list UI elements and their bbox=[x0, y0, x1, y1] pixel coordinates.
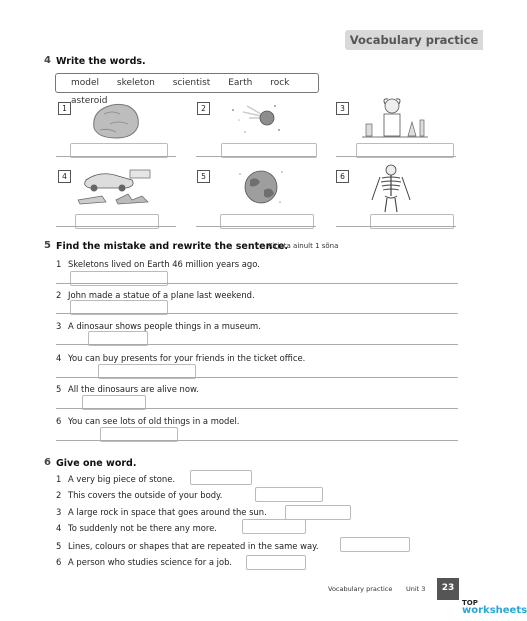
answer-line bbox=[56, 440, 458, 441]
sentence-item: 3 A dinosaur shows people things in a museum. bbox=[56, 321, 261, 331]
answer-line bbox=[56, 313, 458, 314]
exercise-5-title: Find the mistake and rewrite the sentence. bbox=[56, 241, 289, 252]
picture-number: 1 bbox=[58, 102, 71, 115]
asteroid-icon bbox=[225, 100, 285, 144]
model-icon bbox=[72, 166, 158, 214]
word-field-3[interactable] bbox=[285, 505, 351, 520]
word-bank-item: asteroid bbox=[71, 96, 108, 106]
word-field-4[interactable] bbox=[242, 519, 306, 534]
word-bank bbox=[55, 73, 319, 106]
divider bbox=[56, 226, 176, 227]
word-bank-item: scientist bbox=[172, 78, 211, 88]
definition-item: 2 This covers the outside of your body. bbox=[56, 490, 223, 500]
sentence-item: 6 You can see lots of old things in a model. bbox=[56, 416, 240, 426]
picture-number: 3 bbox=[336, 102, 349, 115]
exercise-6-title: Give one word. bbox=[56, 458, 137, 469]
divider bbox=[336, 156, 456, 157]
divider bbox=[196, 156, 316, 157]
scientist-icon bbox=[362, 96, 430, 146]
footer-section: Vocabulary practice bbox=[328, 585, 393, 593]
word-bank-item: model bbox=[71, 78, 100, 88]
word-field-1[interactable] bbox=[190, 470, 252, 485]
skeleton-icon bbox=[368, 164, 414, 218]
answer-line bbox=[56, 408, 458, 409]
earth-icon bbox=[236, 166, 286, 212]
footer-unit: Unit 3 bbox=[406, 585, 426, 593]
sentence-item: 4 You can buy presents for your friends in the ticket office. bbox=[56, 353, 306, 363]
exercise-4-number: 4 bbox=[44, 55, 51, 66]
word-field-6[interactable] bbox=[246, 555, 306, 570]
section-header: Vocabulary practice bbox=[345, 30, 483, 50]
picture-number: 6 bbox=[336, 170, 349, 183]
picture-number: 4 bbox=[58, 170, 71, 183]
exercise-6-number: 6 bbox=[44, 457, 51, 468]
word-field-2[interactable] bbox=[255, 487, 323, 502]
definition-item: 6 A person who studies science for a job. bbox=[56, 557, 233, 567]
answer-line bbox=[56, 283, 458, 284]
sentence-item: 1 Skeletons lived on Earth 46 million years ago. bbox=[56, 259, 260, 269]
definition-item: 4 To suddenly not be there any more. bbox=[56, 523, 217, 533]
definition-item: 1 A very big piece of stone. bbox=[56, 474, 176, 484]
rock-icon bbox=[90, 100, 142, 146]
word-bank-item: rock bbox=[270, 78, 290, 88]
sentence-item: 5 All the dinosaurs are alive now. bbox=[56, 384, 199, 394]
picture-number: 2 bbox=[197, 102, 210, 115]
answer-line bbox=[56, 377, 458, 378]
topworksheets-logo: TOP worksheets bbox=[462, 599, 527, 616]
divider bbox=[56, 156, 176, 157]
sentence-item: 2 John made a statue of a plane last weekend. bbox=[56, 290, 255, 300]
word-bank-item: Earth bbox=[228, 78, 253, 88]
definition-item: 3 A large rock in space that goes around the sun. bbox=[56, 507, 267, 517]
picture-number: 5 bbox=[197, 170, 210, 183]
exercise-5-note: Kirjuta ainult 1 sõna bbox=[268, 242, 339, 250]
exercise-5-number: 5 bbox=[44, 240, 51, 251]
divider bbox=[336, 226, 456, 227]
divider bbox=[196, 226, 316, 227]
exercise-4-title: Write the words. bbox=[56, 56, 146, 67]
word-field-5[interactable] bbox=[340, 537, 410, 552]
word-bank-item: skeleton bbox=[116, 78, 155, 88]
answer-line bbox=[56, 344, 458, 345]
definition-item: 5 Lines, colours or shapes that are repeated in the same way. bbox=[56, 541, 319, 551]
page-number: 23 bbox=[437, 578, 459, 600]
